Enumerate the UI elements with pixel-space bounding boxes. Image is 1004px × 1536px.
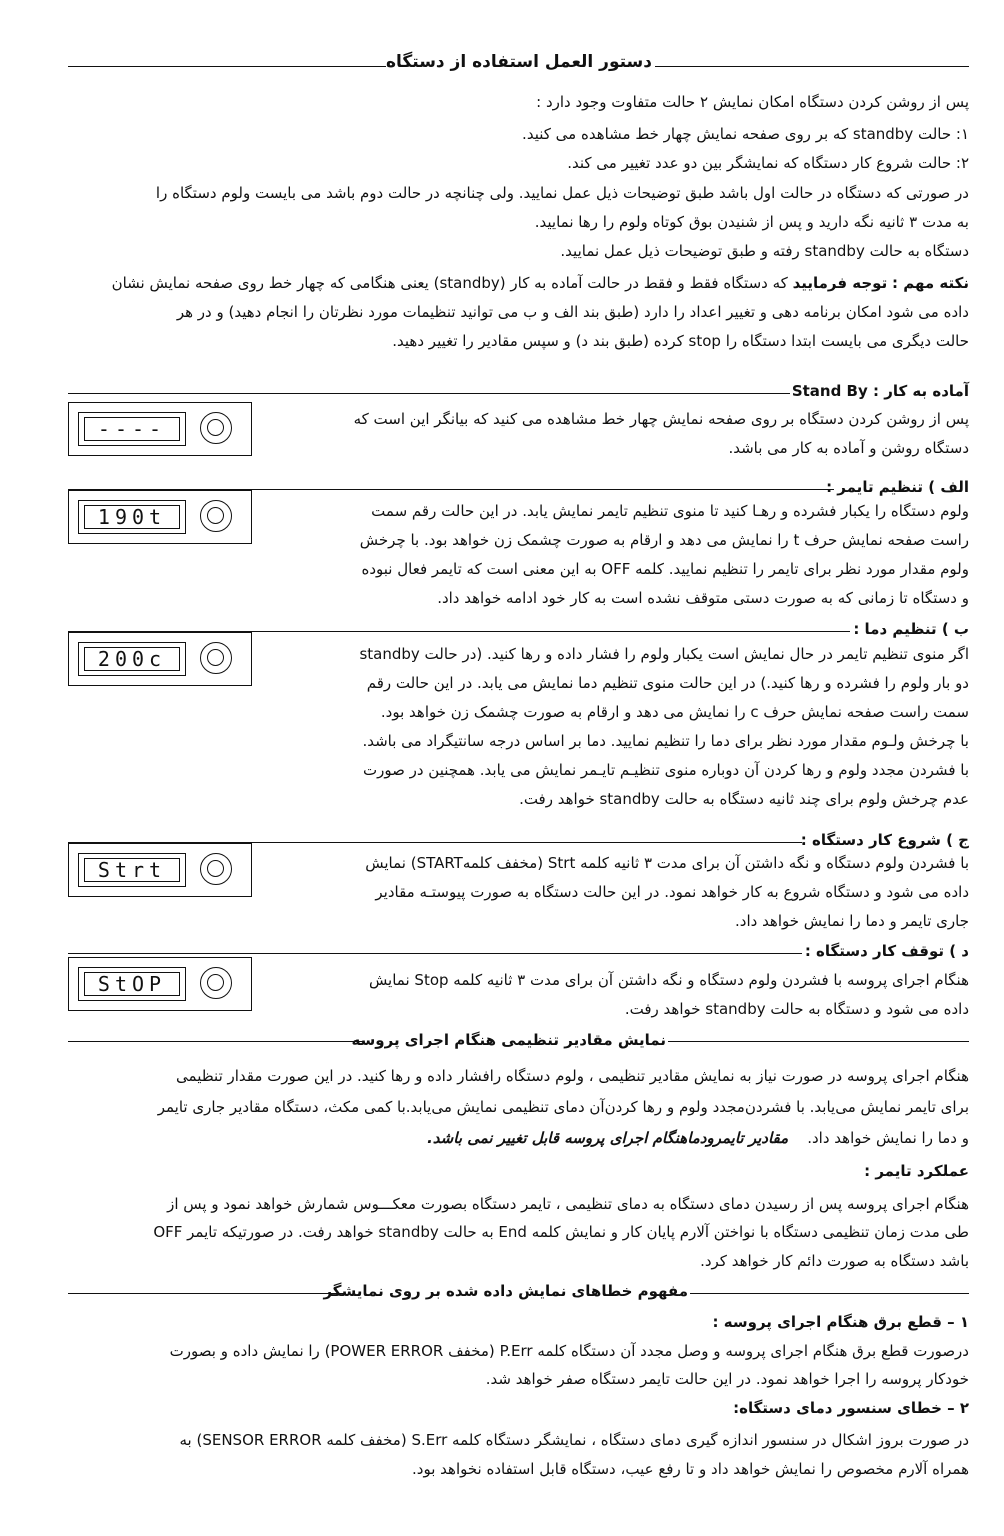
intro-paragraph-line-2: به مدت ۳ ثانیه نگه دارید و پس از شنیدن بوق کوتاه ولوم را رها نمایید. — [534, 213, 969, 231]
note-label-2: توجه فرمایید — [792, 274, 888, 292]
timer-func-heading: عملکرد تایمر : — [864, 1162, 969, 1180]
timer-lcd — [78, 500, 186, 534]
timer-line-3: ولوم مقدار مورد نظر برای تایمر را تنظیم نمایید. کلمه OFF به این معنی است که تایمر فعال نبوده — [361, 560, 969, 578]
start-lcd-readout: Strt — [84, 858, 180, 882]
stop-lcd — [78, 967, 186, 1001]
knob-icon — [200, 967, 232, 999]
errors-heading: مفهوم خطاهای نمایش داده شده بر روی نمایشگر — [323, 1282, 688, 1300]
timer-device-panel — [68, 490, 252, 544]
show-values-line-3 — [68, 1128, 969, 1148]
note-line-3: حالت دیگری می بایست ابتدا دستگاه را stop کرده (طبق بند د) و سپس مقادیر را تغییر دهید. — [392, 332, 969, 350]
intro-line-1: پس از روشن کردن دستگاه امکان نمایش ۲ حالت متفاوت وجود دارد : — [536, 93, 969, 111]
show-values-warning: مقادیر تایمرودماهنگام اجرای پروسه قابل تغییر نمی باشد. — [427, 1129, 789, 1147]
start-heading: ج ) شروع کار دستگاه : — [800, 831, 969, 849]
start-line-2: داده می شود و دستگاه شروع به کار خواهد نمود. در این حالت دستگاه به صورت پیوستـه مقادیر — [375, 883, 969, 901]
knob-icon — [200, 412, 232, 444]
error-1-heading: ۱ – قطع برق هنگام اجرای پروسه : — [712, 1313, 969, 1331]
intro-paragraph-line-3: دستگاه به حالت standby رفته و طبق توضیحات ذیل عمل نمایید. — [560, 242, 969, 260]
stop-device-panel — [68, 957, 252, 1011]
errors-rule-right — [690, 1293, 969, 1294]
start-lcd — [78, 853, 186, 887]
temp-lcd — [78, 642, 186, 676]
temp-lcd-readout: 200c — [84, 647, 180, 671]
temp-line-5: با فشردن مجدد ولوم و رها کردن آن دوباره منوی تنظیـم تایـمر نمایش می یابد. همچنین در صورت — [362, 761, 969, 779]
error-2-heading: ۲ – خطای سنسور دمای دستگاه: — [733, 1399, 969, 1417]
standby-line-1: پس از روشن کردن دستگاه بر روی صفحه نمایش چهار خط مشاهده می کنید که بیانگر این است که — [353, 410, 969, 428]
stop-rule — [68, 953, 802, 954]
error-1-line-2: خودکار پروسه را اجرا خواهد نمود. در این حالت تایمر دستگاه صفر خواهد شد. — [485, 1370, 969, 1388]
note-line-2: داده می شود امکان برنامه دهی و تغییر اعداد را دارد (طبق بند الف و ب می توانید تنظیمات مورد نظرتان را انجام دهید) و در هر — [176, 303, 969, 321]
show-values-text-3: و دما را نمایش خواهد داد. — [807, 1129, 969, 1147]
temp-line-6: عدم چرخش ولوم برای چند ثانیه دستگاه به حالت standby خواهد رفت. — [519, 790, 969, 808]
start-line-3: جاری تایمر و دما را نمایش خواهد داد. — [735, 912, 969, 930]
show-values-line-1: هنگام اجرای پروسه در صورت نیاز به نمایش مقادیر تنظیمی ، ولوم دستگاه رافشار داده و رها کنید. در این صورت مقدار تنظیمی — [176, 1067, 969, 1085]
start-line-1: با فشردن ولوم دستگاه و نگه داشتن آن برای مدت ۳ ثانیه کلمه Strt (مخفف کلمهSTART) نمایش — [365, 854, 969, 872]
title-rule-left — [68, 66, 386, 67]
stop-heading: د ) توقف کار دستگاه : — [804, 942, 969, 960]
temp-device-panel — [68, 632, 252, 686]
standby-heading: آماده به کار : Stand By — [791, 382, 969, 400]
standby-lcd — [78, 412, 186, 446]
timer-line-1: ولوم دستگاه را یکبار فشرده و رهـا کنید تا منوی تنظیم تایمر نمایش یابد. در این حالت رقم سمت — [371, 502, 969, 520]
show-values-line-2: برای تایمر نمایش می‌یابد. با فشردن‌مجدد ولوم و رها کردن‌آن دمای تنظیمی نمایش می‌یابد.با کمی مکث، دستگاه مقادیر جاری تایمر — [157, 1098, 969, 1116]
show-values-rule-left — [68, 1041, 364, 1042]
note-text-1: که دستگاه فقط و فقط در حالت آماده به کار (standby) یعنی هنگامی که چهار خط روی صفحه نمایش نشان — [111, 274, 788, 292]
error-2-line-2: همراه آلارم مخصوص را نمایش خواهد داد و تا رفع عیب، دستگاه قابل استفاده نخواهد بود. — [412, 1460, 969, 1478]
timer-text — [270, 497, 969, 613]
timer-line-4: و دستگاه تا زمانی که به صورت دستی متوقف نشده است به کار خود ادامه خواهد داد. — [437, 589, 969, 607]
page-title: دستور العمل استفاده از دستگاه — [385, 52, 652, 72]
stop-line-1: هنگام اجرای پروسه با فشردن ولوم دستگاه و نگه داشتن آن برای مدت ۳ ثانیه کلمه Stop نمایش — [368, 971, 969, 989]
timer-line-2: راست صفحه نمایش حرف t را نمایش می دهد و ارقام به صورت چشمک زن خواهد بود. با چرخش — [359, 531, 969, 549]
standby-rule — [68, 393, 790, 394]
show-values-heading: نمایش مقادیر تنظیمی هنگام اجرای پروسه — [351, 1031, 666, 1049]
error-2-line-1: در صورت بروز اشکال در سنسور اندازه گیری دمای دستگاه ، نمایشگر دستگاه کلمه S.Err (مخفف کلمه SENSOR ERROR) به — [179, 1431, 969, 1449]
intro-item-1: ۱: حالت standby که بر روی صفحه نمایش چهار خط مشاهده می کنید. — [522, 125, 969, 143]
errors-rule-left — [68, 1293, 344, 1294]
standby-line-2: دستگاه روشن و آماده به کار می باشد. — [728, 439, 969, 457]
temp-heading: ب ) تنظیم دما : — [853, 620, 969, 638]
timer-heading: الف ) تنظیم تایمر : — [826, 478, 969, 496]
timer-lcd-readout: 190t — [84, 505, 180, 529]
temp-line-3: سمت راست صفحه نمایش حرف c را نمایش می دهد و ارقام به صورت چشمک زن خواهد بود. — [380, 703, 969, 721]
start-text — [270, 849, 969, 936]
stop-text — [270, 966, 969, 1024]
intro-paragraph-line-1: در صورتی که دستگاه در حالت اول باشد طبق توضیحات ذیل عمل نمایید. ولی چنانچه در حالت دوم باشد می بایست ولوم دستگاه را — [155, 184, 969, 202]
start-device-panel — [68, 843, 252, 897]
standby-device-panel — [68, 402, 252, 456]
intro-item-2: ۲: حالت شروع کار دستگاه که نمایشگر بین دو عدد تغییر می کند. — [567, 154, 969, 172]
show-values-rule-right — [668, 1041, 969, 1042]
knob-icon — [200, 853, 232, 885]
knob-icon — [200, 642, 232, 674]
temp-text — [270, 640, 969, 814]
temp-line-1: اگر منوی تنظیم تایمر در حال نمایش است یکبار ولوم را فشار داده و رها کنید. (در حالت standby — [359, 645, 969, 663]
error-1-line-1: درصورت قطع برق هنگام اجرای پروسه و وصل مجدد آن دستگاه کلمه P.Err (مخفف POWER ERROR) را نمایش داده و بصورت — [169, 1342, 969, 1360]
timer-func-line-3: باشد دستگاه به صورت دائم کار خواهد کرد. — [700, 1252, 969, 1270]
timer-func-line-2: طی مدت زمان تنظیمی دستگاه با نواختن آلارم پایان کار و نمایش کلمه End به حالت standby خواهد رفت. در صورتیکه تایمر OFF — [153, 1223, 969, 1241]
stop-line-2: داده می شود و دستگاه به حالت standby خواهد رفت. — [624, 1000, 969, 1018]
standby-text — [270, 405, 969, 463]
title-rule-right — [655, 66, 969, 67]
note-line-1 — [68, 273, 969, 293]
knob-icon — [200, 500, 232, 532]
standby-lcd-readout: ---- — [84, 417, 180, 441]
stop-lcd-readout: StOP — [84, 972, 180, 996]
temp-line-4: با چرخش ولـوم مقدار مورد نظر برای دما را تنظیم نمایید. دما بر اساس درجه سانتیگراد می باشد. — [362, 732, 969, 750]
note-label: نکته مهم : — [892, 274, 969, 292]
temp-line-2: دو بار ولوم را فشرده و رها کنید.) در این حالت منوی تنظیم دما نمایش می یابد. در این حالت رقم — [366, 674, 969, 692]
timer-func-line-1: هنگام اجرای پروسه پس از رسیدن دمای دستگاه به دمای تنظیمی ، تایمر دستگاه بصورت معکـــوس شمارش خواهد نمود و پس از — [167, 1195, 969, 1213]
